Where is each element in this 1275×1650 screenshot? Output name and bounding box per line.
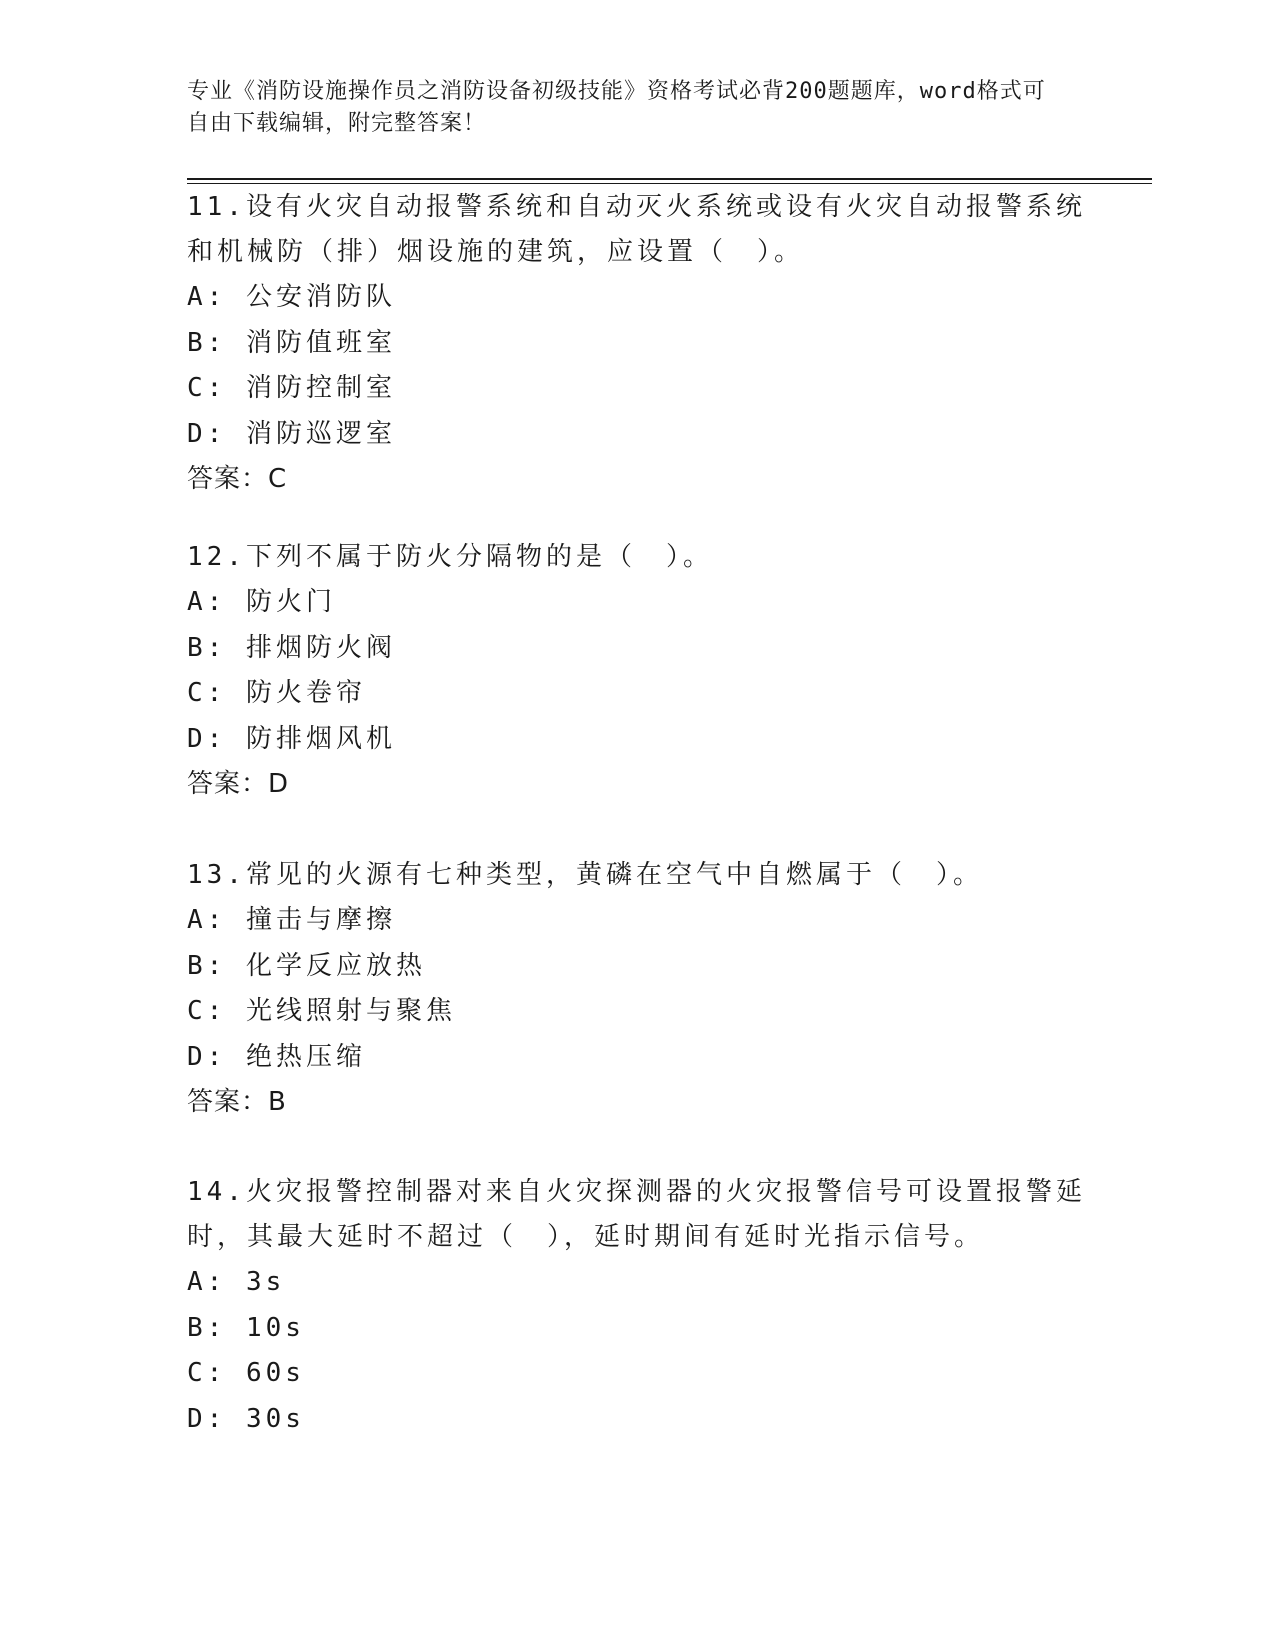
option-d: D: 绝热压缩 <box>187 1041 366 1072</box>
option-c: C: 消防控制室 <box>187 373 396 403</box>
option-c: C: 60s <box>187 1358 305 1388</box>
question-stem: 11.设有火灾自动报警系统和自动灭火系统或设有火灾自动报警系统和机械防（排）烟设施的建筑，应设置（ ）。 <box>187 192 1086 267</box>
question-stem: 12.下列不属于防火分隔物的是（ ）。 <box>187 542 713 572</box>
option-d: D: 消防巡逻室 <box>187 418 396 449</box>
option-d: D: 防排烟风机 <box>187 723 396 754</box>
question-stem: 14.火灾报警控制器对来自火灾探测器的火灾报警信号可设置报警延时，其最大延时不超过（ ），延时期间有延时光指示信号。 <box>187 1177 1086 1252</box>
option-b: B: 排烟防火阀 <box>187 632 396 663</box>
option-b: B: 化学反应放热 <box>187 950 426 981</box>
option-c: C: 防火卷帘 <box>187 678 366 708</box>
document-header: 专业《消防设施操作员之消防设备初级技能》资格考试必背200题题库，word格式可自由下载编辑，附完整答案！ <box>187 79 1046 136</box>
option-d: D: 30s <box>187 1403 305 1434</box>
answer: 答案：B <box>187 1087 287 1117</box>
option-c: C: 光线照射与聚焦 <box>187 996 456 1026</box>
option-b: B: 消防值班室 <box>187 327 396 358</box>
question-13 <box>187 853 1087 1125</box>
option-a: A: 公安消防队 <box>187 282 396 312</box>
header-divider-thin <box>187 183 1152 184</box>
header-divider-thick <box>187 178 1152 180</box>
answer: 答案：D <box>187 769 290 799</box>
question-14 <box>187 1170 1087 1442</box>
question-12 <box>187 535 1087 807</box>
answer: 答案：C <box>187 464 288 494</box>
question-stem: 13.常见的火源有七种类型，黄磷在空气中自燃属于（ ）。 <box>187 860 983 890</box>
option-a: A: 3s <box>187 1267 286 1297</box>
question-11 <box>187 185 1087 502</box>
option-a: A: 防火门 <box>187 587 336 617</box>
option-b: B: 10s <box>187 1312 305 1343</box>
option-a: A: 撞击与摩擦 <box>187 905 396 935</box>
